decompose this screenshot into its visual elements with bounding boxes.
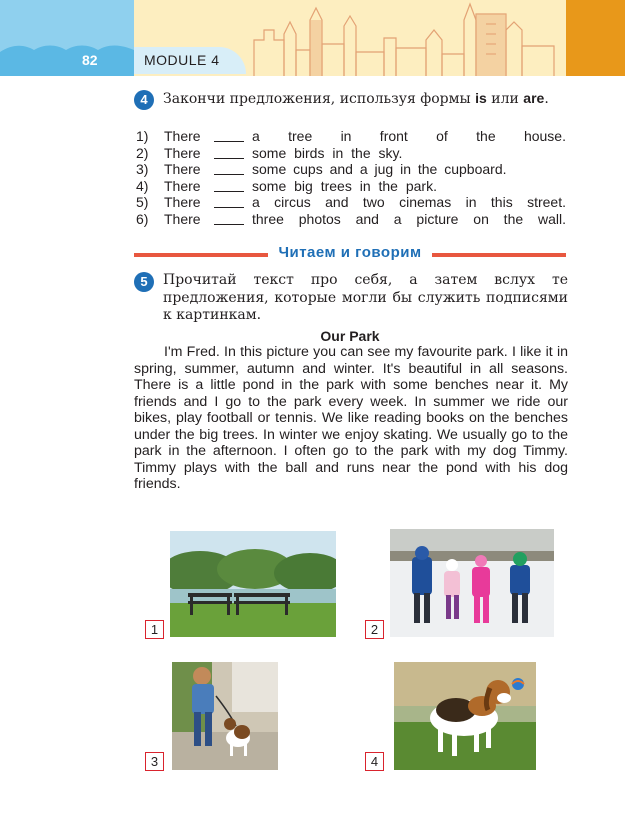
sentence-number: 5)	[136, 194, 149, 210]
answer-blank[interactable]	[214, 141, 244, 142]
answer-blank[interactable]	[214, 191, 244, 192]
sentence-there: There	[164, 178, 201, 194]
exercise-5-instruction: Прочитай текст про себя, а затем вслух те предложения, которые могли бы служить подписями к картинкам.	[163, 272, 568, 323]
sentence-item	[134, 178, 566, 195]
sentence-number: 2)	[136, 145, 149, 161]
answer-blank[interactable]	[214, 158, 244, 159]
word-is: is	[475, 90, 487, 106]
answer-blank[interactable]	[214, 174, 244, 175]
exercise-5-number: 5	[134, 272, 154, 292]
exercise-4-instruction	[163, 89, 568, 108]
sentence-there: There	[164, 161, 201, 177]
page-header	[0, 0, 625, 76]
sentence-number: 6)	[136, 211, 149, 227]
sentence-item	[134, 128, 566, 145]
sentence-item	[134, 161, 566, 178]
exercise-4-instruction-mid: или	[486, 91, 524, 107]
picture-3-label: 3	[145, 752, 164, 771]
sentence-there: There	[164, 194, 201, 210]
page-number: 82	[82, 52, 98, 68]
sentence-item	[134, 194, 566, 211]
story-paragraph: I'm Fred. In this picture you can see my favourite park. I like it in spring, summer, autumn and winter. It's beautiful in all seasons. There is a little pond in the park with some benches near it. My friends and I go to the park every week. In summer we ride our bikes, play football or tennis. We like reading books on the benches under the big trees. In winter we enjoy skating. We usually go to the park in the afternoon. I often go to the park with my dog Timmy. Timmy plays with the ball and runs near the pond with his dog friends.	[134, 344, 568, 492]
sentence-number: 1)	[136, 128, 149, 144]
sentence-rest: a tree in front of the house.	[252, 128, 566, 144]
picture-children-skating	[390, 529, 554, 637]
sentence-rest: some birds in the sky.	[252, 145, 403, 161]
sentence-item	[134, 211, 566, 228]
section-header	[134, 244, 566, 262]
sentence-item	[134, 145, 566, 162]
picture-park-benches	[170, 531, 336, 637]
sentence-rest: some big trees in the park.	[252, 178, 437, 194]
picture-dog-with-ball	[394, 662, 536, 770]
sentence-there: There	[164, 128, 201, 144]
picture-1-label: 1	[145, 620, 164, 639]
section-title-text: Читаем и говорим	[268, 244, 431, 261]
sentence-rest: three photos and a picture on the wall.	[252, 211, 566, 227]
sentence-there: There	[164, 211, 201, 227]
sentence-number: 3)	[136, 161, 149, 177]
exercise-4-number: 4	[134, 90, 154, 110]
dog-with-ball-image	[394, 662, 536, 770]
picture-2-label: 2	[365, 620, 384, 639]
word-are: are	[523, 90, 545, 106]
exercise-4-instruction-end: .	[544, 91, 549, 107]
picture-4-label: 4	[365, 752, 384, 771]
children-skating-image	[390, 529, 554, 637]
answer-blank[interactable]	[214, 207, 244, 208]
picture-boy-with-dog	[172, 662, 278, 770]
header-corner-tab	[566, 0, 625, 76]
exercise-4-instruction-text: Закончи предложения, используя формы	[163, 91, 476, 107]
story-title: Our Park	[320, 328, 380, 344]
sentence-rest: some cups and a jug in the cupboard.	[252, 161, 507, 177]
boy-with-dog-image	[172, 662, 278, 770]
story-text	[134, 344, 568, 493]
answer-blank[interactable]	[214, 224, 244, 225]
sentence-number: 4)	[136, 178, 149, 194]
section-title	[134, 244, 566, 261]
park-benches-image	[170, 531, 336, 637]
sentence-rest: a circus and two cinemas in this street.	[252, 194, 566, 210]
module-label: MODULE 4	[134, 47, 246, 74]
sentence-there: There	[164, 145, 201, 161]
